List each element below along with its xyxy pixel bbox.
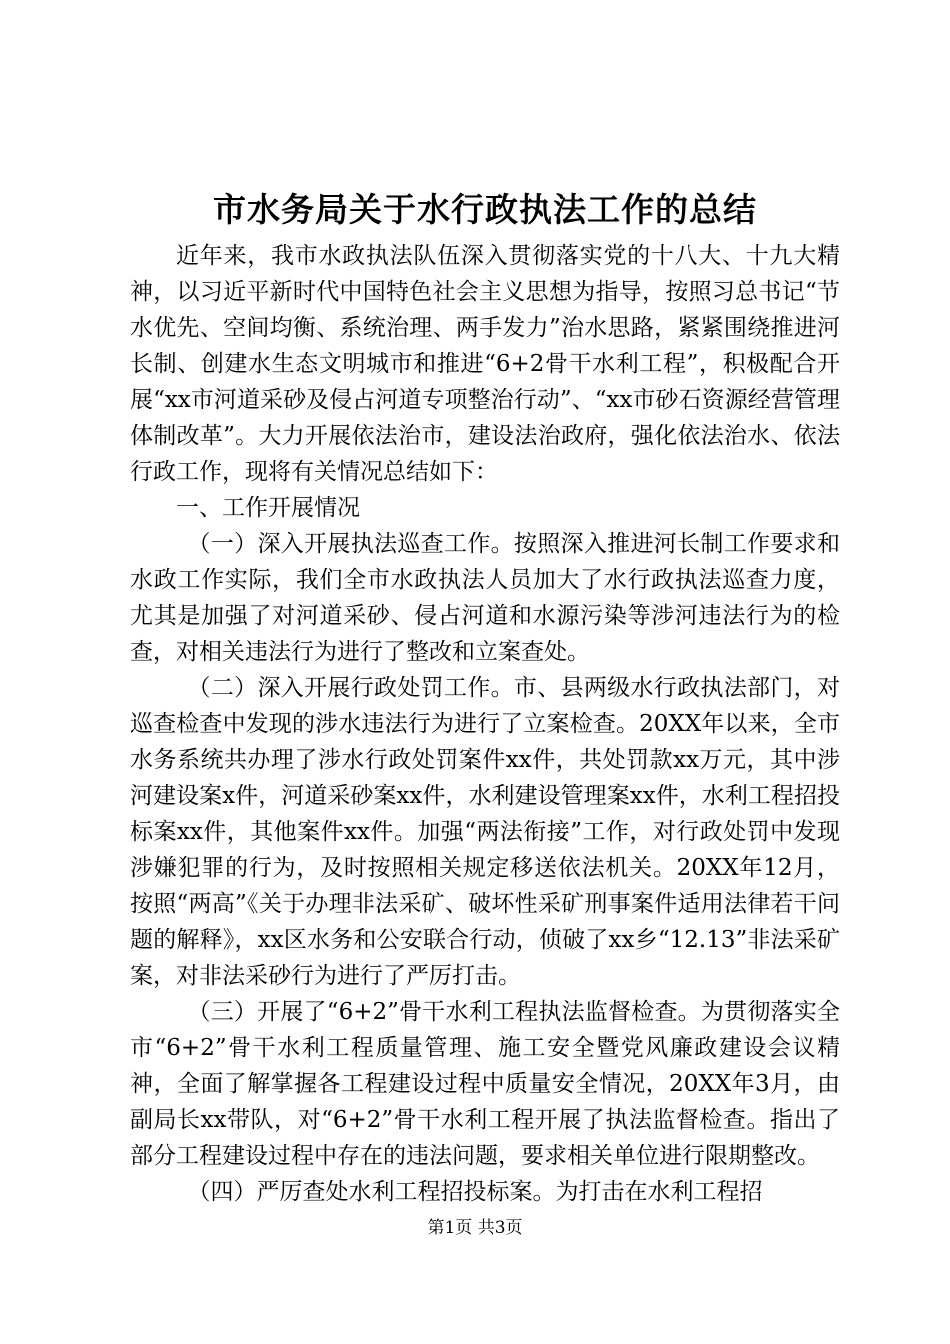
section-heading: 一、工作开展情况 <box>176 495 360 521</box>
item-paragraph-3: （三）开展了“6+2”骨干水利工程执法监督检查。为贯彻落实全市“6+2”骨干水利工程质量管理、施工安全暨党风廉政建设会议精神，全面了解掌握各工程建设过程中质量安全情况，20XX年3月，由副局长xx带队，对“6+2”骨干水利工程开展了执法监督检查。指出了部分工程建设过程中存在的违法问题，要求相关单位进行限期整改。 <box>130 999 840 1169</box>
document-title: 市水务局关于水行政执法工作的总结 <box>213 190 757 229</box>
document-page <box>130 186 840 1210</box>
item-paragraph-2: （二）深入开展行政处罚工作。市、县两级水行政执法部门，对巡查检查中发现的涉水违法行为进行了立案检查。20XX年以来，全市水务系统共办理了涉水行政处罚案件xx件，共处罚款xx万元，其中涉河建设案x件，河道采砂案xx件，水利建设管理案xx件，水利工程招投标案xx件，其他案件xx件。加强“两法衔接”工作，对行政处罚中发现涉嫌犯罪的行为，及时按照相关规定移送依法机关。20XX年12月，按照“两高”《关于办理非法采矿、破坏性采矿刑事案件适用法律若干问题的解释》，xx区水务和公安联合行动，侦破了xx乡“12.13”非法采矿案，对非法采砂行为进行了严厉打击。 <box>130 675 840 989</box>
intro-paragraph: 近年来，我市水政执法队伍深入贯彻落实党的十八大、十九大精神，以习近平新时代中国特色社会主义思想为指导，按照习总书记“节水优先、空间均衡、系统治理、两手发力”治水思路，紧紧围绕推进河长制、创建水生态文明城市和推进“6+2骨干水利工程”，积极配合开展“xx市河道采砂及侵占河道专项整治行动”、“xx市砂石资源经营管理体制改革”。大力开展依法治市，建设法治政府，强化依法治水、依法行政工作，现将有关情况总结如下： <box>130 243 840 485</box>
page-footer: 第1页 共3页 <box>427 1218 523 1238</box>
item-paragraph-1: （一）深入开展执法巡查工作。按照深入推进河长制工作要求和水政工作实际，我们全市水政执法人员加大了水行政执法巡查力度，尤其是加强了对河道采砂、侵占河道和水源污染等涉河违法行为的检查，对相关违法行为进行了整改和立案查处。 <box>130 531 840 665</box>
item-paragraph-4: （四）严厉查处水利工程招投标案。为打击在水利工程招 <box>187 1179 763 1205</box>
